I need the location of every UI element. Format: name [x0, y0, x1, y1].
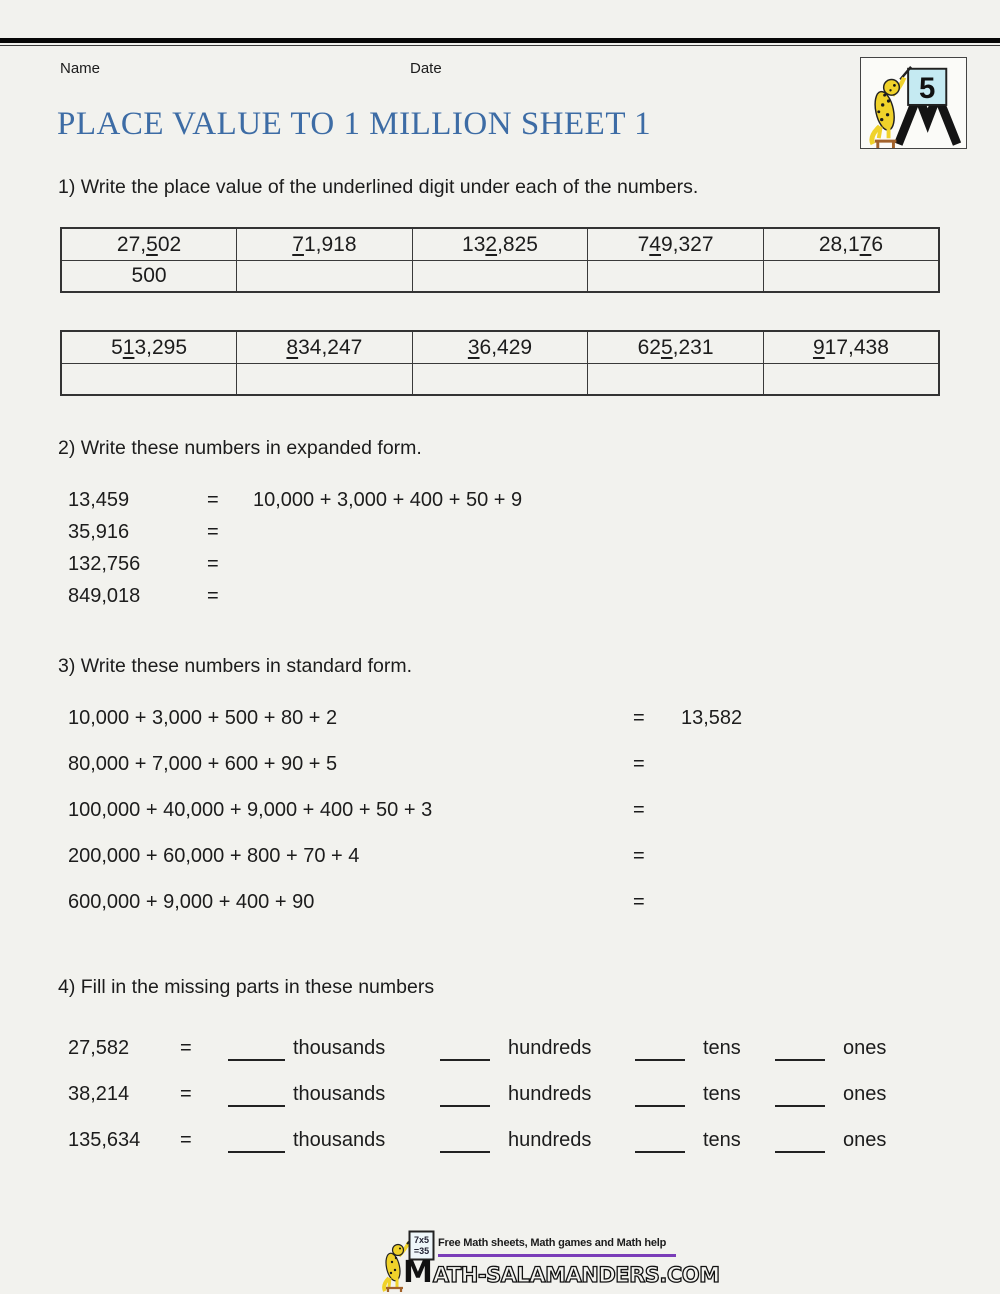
answers-row	[61, 261, 939, 293]
number-cell: 917,438	[763, 331, 939, 364]
section3-heading: 3) Write these numbers in standard form.	[58, 655, 413, 677]
number: 27,582	[68, 1037, 130, 1059]
answer-blank	[228, 1083, 285, 1107]
board-equation-line2: =35	[413, 1246, 430, 1256]
section4-heading: 4) Fill in the missing parts in these numbers	[58, 976, 435, 998]
standard-form-answer: 13,582	[681, 707, 743, 729]
answer-cell	[763, 364, 939, 396]
unit-label: thousands	[293, 1083, 386, 1105]
answer-cell	[61, 364, 237, 396]
answer-blank	[775, 1083, 825, 1107]
number: 13,459	[68, 489, 130, 511]
stool	[875, 141, 897, 148]
standard-form-row	[0, 891, 1000, 917]
section1-heading: 1) Write the place value of the underlined digit under each of the numbers.	[58, 176, 699, 198]
equals-sign: =	[633, 845, 645, 867]
numbers-row	[61, 228, 939, 261]
standard-form-row	[0, 799, 1000, 825]
salamander-easel-logo	[861, 58, 966, 148]
expression: 600,000 + 9,000 + 400 + 90	[68, 891, 315, 913]
wordmark-text: ATH-SALAMANDERS.COM	[432, 1263, 720, 1287]
fill-in-row	[0, 1129, 1000, 1155]
expanded-form-row	[0, 489, 1000, 515]
expression: 80,000 + 7,000 + 600 + 90 + 5	[68, 753, 338, 775]
expanded-form-row	[0, 585, 1000, 611]
expression: 10,000 + 3,000 + 500 + 80 + 2	[68, 707, 338, 729]
equals-sign: =	[180, 1129, 192, 1151]
number-cell: 834,247	[237, 331, 413, 364]
equals-sign: =	[633, 753, 645, 775]
number: 38,214	[68, 1083, 130, 1105]
answer-blank	[635, 1037, 685, 1061]
number-cell: 132,825	[412, 228, 588, 261]
unit-label: tens	[703, 1083, 741, 1105]
number-cell: 28,176	[763, 228, 939, 261]
expression: 100,000 + 40,000 + 9,000 + 400 + 50 + 3	[68, 799, 433, 821]
answer-cell: 500	[61, 261, 237, 293]
section2-heading: 2) Write these numbers in expanded form.	[58, 437, 422, 459]
unit-label: ones	[843, 1037, 887, 1059]
answer-blank	[440, 1129, 490, 1153]
answers-row	[61, 364, 939, 396]
number-cell: 513,295	[61, 331, 237, 364]
answer-blank	[440, 1083, 490, 1107]
answer-blank	[635, 1129, 685, 1153]
top-rule	[0, 38, 1000, 46]
equals-sign: =	[633, 707, 645, 729]
number-cell: 625,231	[588, 331, 764, 364]
expanded-form-row	[0, 553, 1000, 579]
numbers-row	[61, 331, 939, 364]
expanded-form-value: 10,000 + 3,000 + 400 + 50 + 9	[253, 489, 523, 511]
salamander-eye	[893, 84, 896, 87]
date-label: Date	[410, 60, 442, 77]
expanded-form-row	[0, 521, 1000, 547]
number-cell: 36,429	[412, 331, 588, 364]
number-cell: 71,918	[237, 228, 413, 261]
answer-cell	[412, 261, 588, 293]
answer-blank	[228, 1129, 285, 1153]
equals-sign: =	[633, 799, 645, 821]
equals-sign: =	[180, 1037, 192, 1059]
standard-form-row	[0, 753, 1000, 779]
fill-in-row	[0, 1083, 1000, 1109]
number-cell: 749,327	[588, 228, 764, 261]
equals-sign: =	[207, 553, 219, 575]
salamander-head	[884, 80, 900, 96]
unit-label: ones	[843, 1129, 887, 1151]
unit-label: thousands	[293, 1037, 386, 1059]
wordmark-m-icon: M	[403, 1255, 433, 1290]
board-equation-line1: 7x5	[413, 1235, 430, 1245]
place-value-table-1	[60, 227, 940, 293]
answer-cell	[237, 364, 413, 396]
unit-label: ones	[843, 1083, 887, 1105]
page-title: PLACE VALUE TO 1 MILLION SHEET 1	[57, 106, 652, 142]
number: 132,756	[68, 553, 141, 575]
number-cell: 27,502	[61, 228, 237, 261]
name-label: Name	[60, 60, 101, 77]
answer-cell	[588, 261, 764, 293]
answer-blank	[228, 1037, 285, 1061]
standard-form-row	[0, 707, 1000, 733]
number: 849,018	[68, 585, 141, 607]
footer-tagline: Free Math sheets, Math games and Math help	[438, 1237, 667, 1249]
equals-sign: =	[633, 891, 645, 913]
expression: 200,000 + 60,000 + 800 + 70 + 4	[68, 845, 360, 867]
answer-cell	[763, 261, 939, 293]
unit-label: thousands	[293, 1129, 386, 1151]
answer-blank	[440, 1037, 490, 1061]
number: 135,634	[68, 1129, 141, 1151]
stool	[386, 1288, 403, 1292]
grade-logo-badge	[860, 57, 967, 149]
equals-sign: =	[207, 585, 219, 607]
answer-blank	[775, 1129, 825, 1153]
fill-in-row	[0, 1037, 1000, 1063]
answer-cell	[237, 261, 413, 293]
equals-sign: =	[207, 521, 219, 543]
answer-blank	[635, 1083, 685, 1107]
unit-label: tens	[703, 1037, 741, 1059]
number: 35,916	[68, 521, 130, 543]
unit-label: hundreds	[508, 1129, 592, 1151]
unit-label: hundreds	[508, 1037, 592, 1059]
standard-form-row	[0, 845, 1000, 871]
place-value-table-2	[60, 330, 940, 396]
unit-label: tens	[703, 1129, 741, 1151]
grade-number: 5	[919, 72, 936, 106]
footer-wordmark	[403, 1255, 720, 1290]
answer-cell	[412, 364, 588, 396]
unit-label: hundreds	[508, 1083, 592, 1105]
footer-brand	[375, 1228, 720, 1294]
equals-sign: =	[207, 489, 219, 511]
answer-blank	[775, 1037, 825, 1061]
answer-cell	[588, 364, 764, 396]
equals-sign: =	[180, 1083, 192, 1105]
